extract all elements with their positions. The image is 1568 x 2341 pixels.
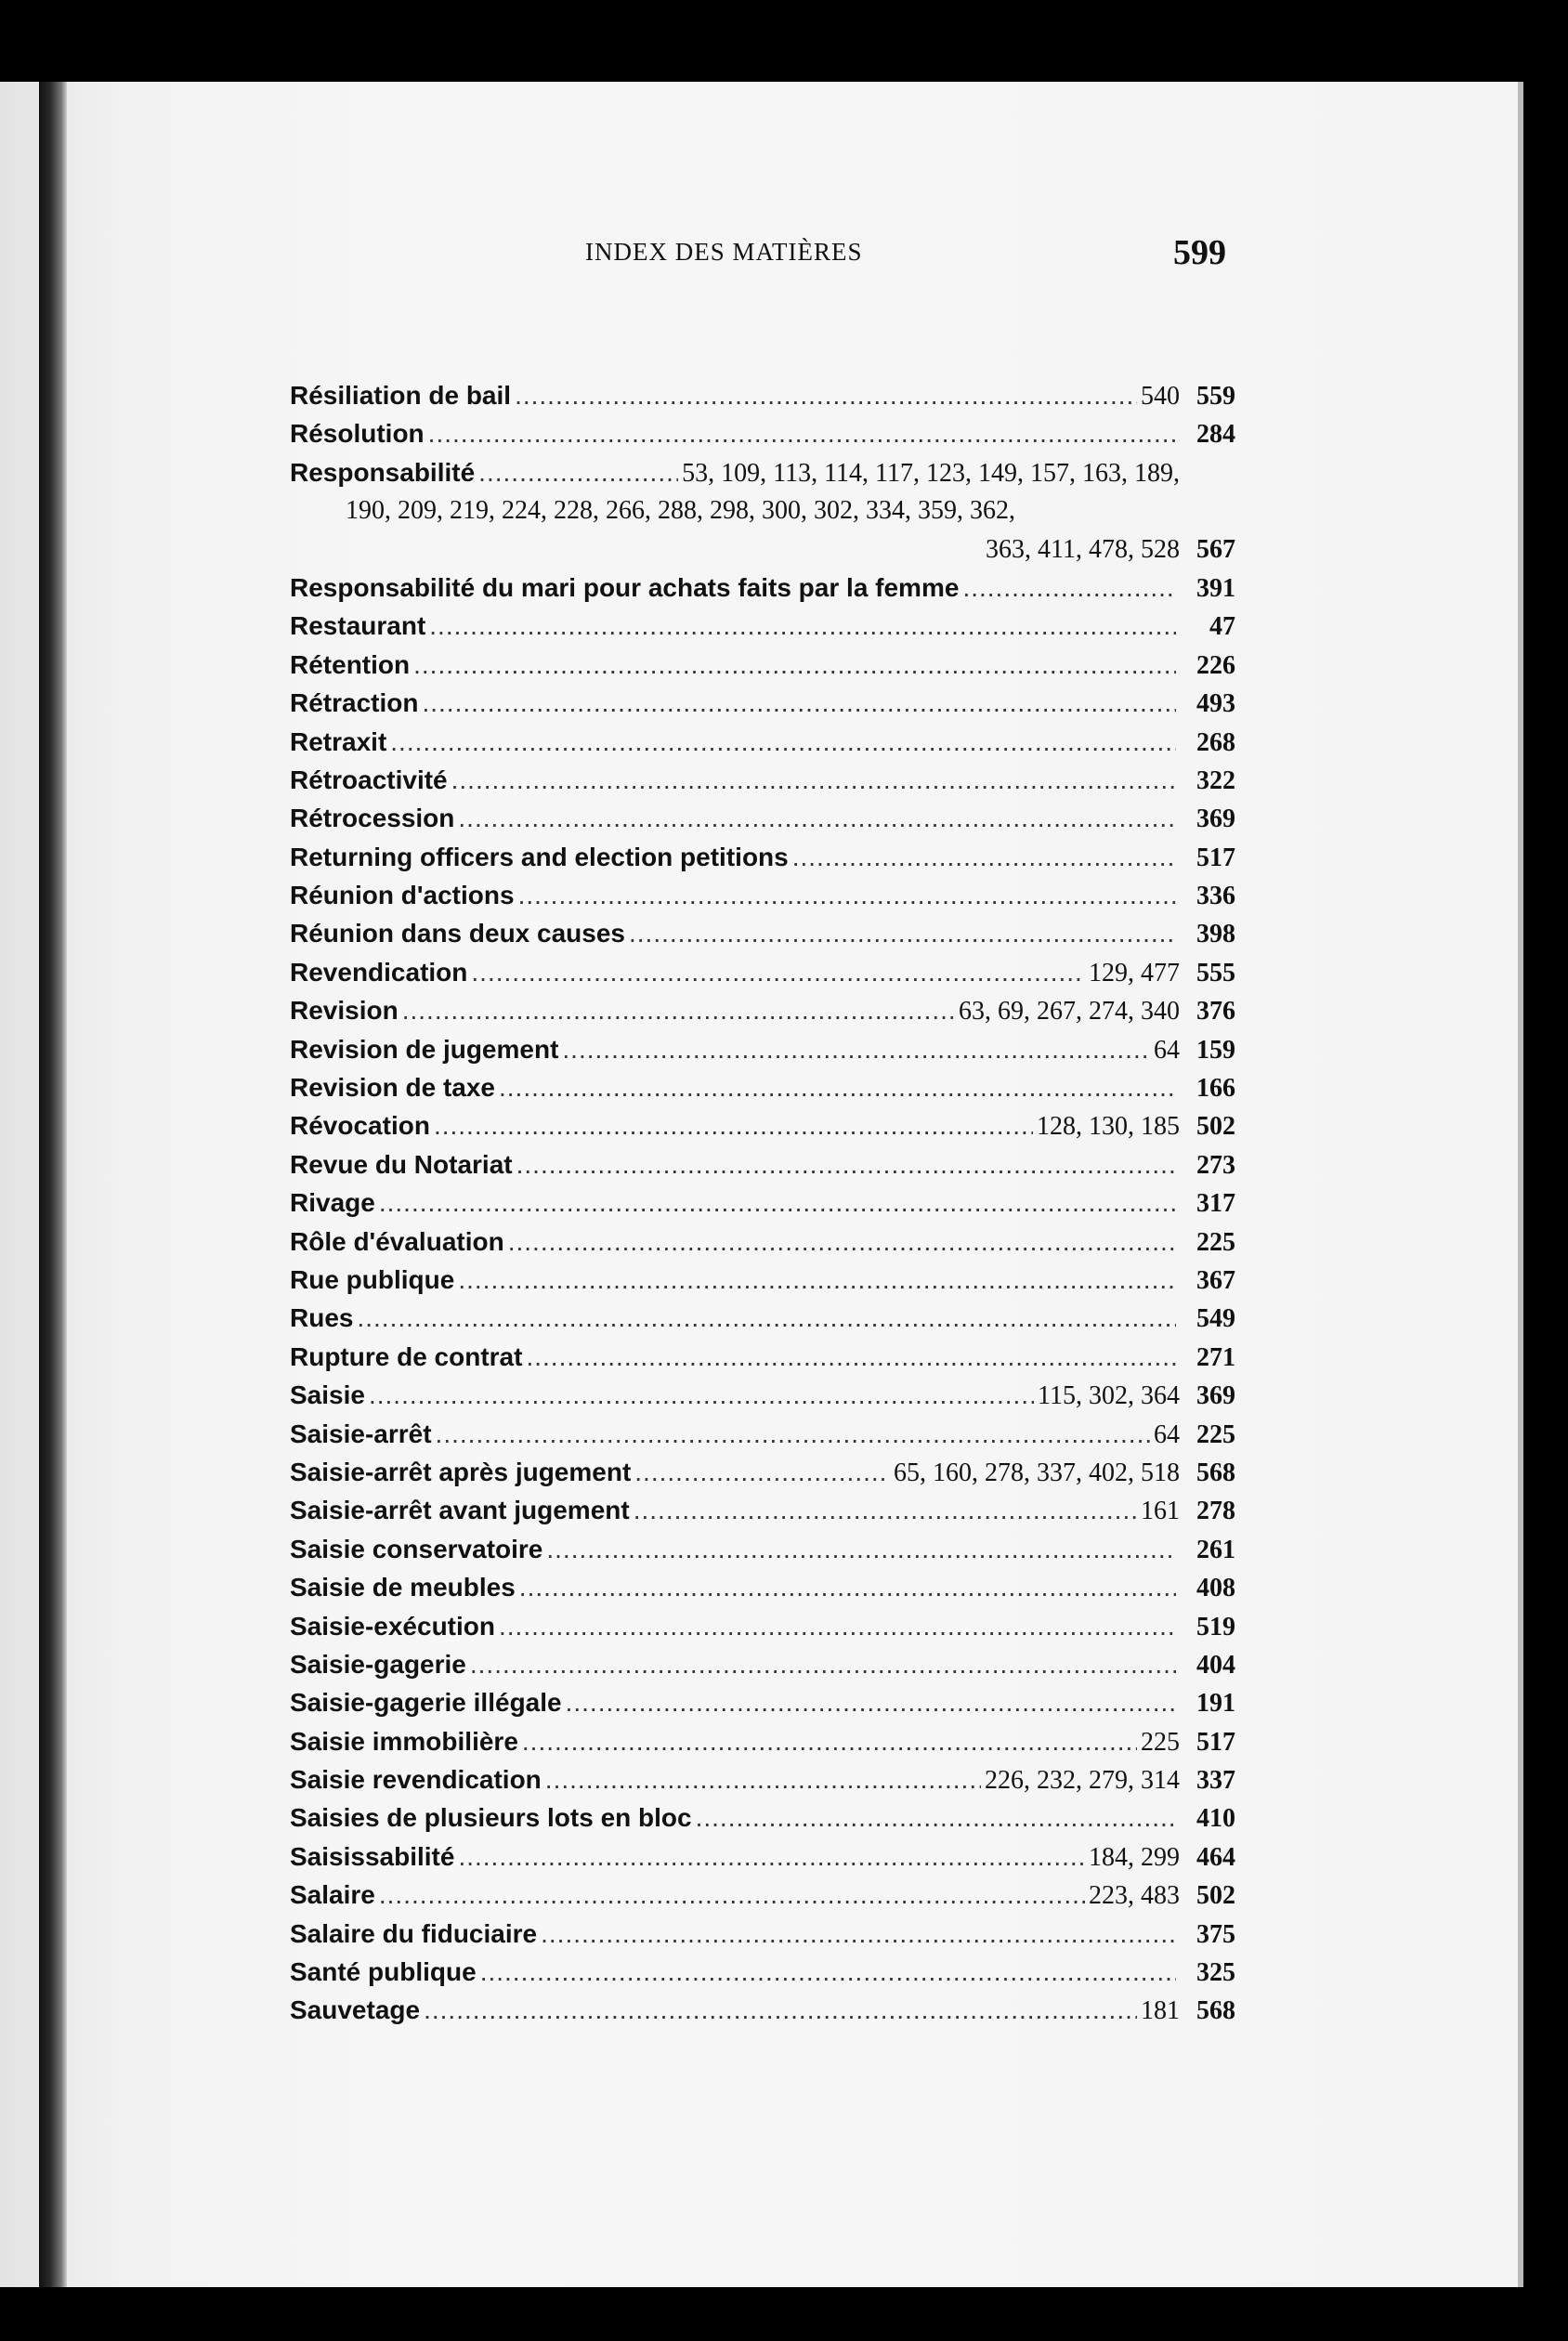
entry-final-page: 568 — [1196, 1996, 1235, 2026]
leader-dots — [428, 419, 1176, 449]
entry-term: Saisie-gagerie illégale — [290, 1688, 562, 1718]
entry-final-page: 502 — [1196, 1112, 1235, 1142]
entry-final-page: 567 — [1196, 534, 1235, 564]
entry-term: Saisie-gagerie — [290, 1649, 466, 1679]
leader-dots — [545, 1765, 981, 1795]
entry-term: Revision — [290, 996, 399, 1026]
entry-final-page: 549 — [1196, 1304, 1235, 1334]
entry-final-page: 517 — [1196, 1727, 1235, 1757]
leader-dots — [515, 381, 1137, 411]
entry-final-page: 337 — [1196, 1766, 1235, 1796]
entry-term: Restaurant — [290, 611, 426, 641]
index-entry — [290, 1919, 1235, 1957]
entry-term: Revision de jugement — [290, 1034, 559, 1064]
index-entry — [290, 458, 1235, 496]
entry-final-page: 322 — [1196, 765, 1235, 795]
entry-final-page: 159 — [1196, 1035, 1235, 1065]
entry-refs: 181 — [1141, 1996, 1180, 2026]
entry-refs: 63, 69, 267, 274, 340 — [959, 997, 1180, 1027]
leader-dots — [516, 1150, 1176, 1180]
leader-dots — [634, 1496, 1137, 1525]
entry-term: Responsabilité du mari pour achats faits par la femme — [290, 572, 960, 602]
entry-final-page: 271 — [1196, 1342, 1235, 1372]
leader-dots — [413, 650, 1176, 680]
entry-final-page: 367 — [1196, 1265, 1235, 1295]
entry-term: Saisie-arrêt avant jugement — [290, 1496, 630, 1525]
entry-final-page: 559 — [1196, 382, 1235, 411]
leader-dots — [402, 996, 955, 1026]
index-entry — [290, 1727, 1235, 1765]
leader-dots — [499, 1073, 1176, 1103]
entry-refs: 64 — [1154, 1035, 1180, 1065]
entry-final-page: 268 — [1196, 727, 1235, 757]
index-entry — [290, 1573, 1235, 1611]
index-entry — [290, 1419, 1235, 1458]
index-entry — [290, 1995, 1235, 2034]
entry-term: Résiliation de bail — [290, 381, 512, 410]
entry-term: Revision de taxe — [290, 1073, 495, 1103]
entry-final-page: 404 — [1196, 1650, 1235, 1680]
index-entry — [290, 650, 1235, 688]
entry-final-page: 464 — [1196, 1842, 1235, 1872]
index-entry — [290, 765, 1235, 804]
entry-term: Saisie — [290, 1380, 365, 1410]
entry-term: Rues — [290, 1303, 354, 1333]
entry-final-page: 191 — [1196, 1689, 1235, 1719]
index-entry — [290, 1842, 1235, 1880]
index-entry — [290, 1803, 1235, 1841]
index-entry — [290, 1227, 1235, 1265]
leader-dots — [422, 688, 1176, 718]
entry-term: Saisie-arrêt après jugement — [290, 1457, 632, 1486]
entry-term: Returning officers and election petitions — [290, 842, 789, 871]
scan-border-top — [0, 0, 1568, 82]
index-entry — [290, 727, 1235, 765]
entry-final-page: 225 — [1196, 1227, 1235, 1257]
entry-refs: 128, 130, 185 — [1037, 1112, 1180, 1142]
leader-dots — [424, 1995, 1137, 2025]
index-entry — [290, 1150, 1235, 1188]
leader-dots — [470, 1650, 1176, 1680]
entry-term: Rupture de contrat — [290, 1341, 523, 1371]
entry-term: Rétention — [290, 649, 411, 679]
entry-term: Réunion d'actions — [290, 881, 515, 910]
leader-dots — [541, 1919, 1176, 1949]
page-number: 599 — [1173, 233, 1226, 272]
leader-dots — [696, 1803, 1176, 1833]
entry-refs: 115, 302, 364 — [1038, 1381, 1180, 1411]
entry-final-page: 325 — [1196, 1958, 1235, 1988]
leader-dots — [629, 919, 1176, 948]
leader-dots — [379, 1880, 1085, 1910]
entry-final-page: 375 — [1196, 1919, 1235, 1949]
entry-final-page: 398 — [1196, 920, 1235, 949]
entry-final-page: 519 — [1196, 1612, 1235, 1641]
entry-refs: 161 — [1141, 1497, 1180, 1526]
leader-dots — [369, 1380, 1034, 1410]
entry-final-page: 261 — [1196, 1535, 1235, 1564]
leader-dots — [519, 1573, 1176, 1602]
entry-refs: 184, 299 — [1089, 1842, 1180, 1872]
entry-final-page: 391 — [1196, 573, 1235, 603]
entry-term: Saisies de plusieurs lots en bloc — [290, 1803, 692, 1833]
index-entry — [290, 1342, 1235, 1380]
entry-term: Saisie de meubles — [290, 1573, 516, 1602]
index-entry — [290, 919, 1235, 957]
entry-refs: 64 — [1154, 1419, 1180, 1449]
entry-term: Salaire — [290, 1880, 375, 1910]
entry-refs: 190, 209, 219, 224, 228, 266, 288, 298, 300, 302, 334, 359, 362, — [346, 496, 1015, 526]
leader-dots — [478, 458, 678, 488]
index-entry — [290, 1265, 1235, 1303]
index-entry — [290, 535, 1235, 573]
entry-final-page: 278 — [1196, 1497, 1235, 1526]
entry-term: Rétroactivité — [290, 765, 448, 794]
entry-term: Saisie-exécution — [290, 1611, 495, 1641]
index-entry — [290, 1535, 1235, 1573]
leader-dots — [508, 1227, 1176, 1257]
leader-dots — [436, 1419, 1150, 1449]
index-entry — [290, 1650, 1235, 1688]
index-entry — [290, 419, 1235, 457]
index-entry — [290, 1458, 1235, 1496]
index-entry — [290, 1688, 1235, 1726]
index-entry — [290, 611, 1235, 649]
entry-final-page: 376 — [1196, 997, 1235, 1027]
leader-dots — [429, 611, 1176, 641]
index-entry — [290, 573, 1235, 611]
entry-final-page: 369 — [1196, 804, 1235, 834]
index-entry — [290, 843, 1235, 881]
entry-term: Réunion dans deux causes — [290, 919, 625, 948]
entry-final-page: 47 — [1209, 612, 1235, 642]
entry-refs: 65, 160, 278, 337, 402, 518 — [894, 1458, 1180, 1487]
index-entry — [290, 881, 1235, 919]
index-entry — [290, 1073, 1235, 1111]
index-entry — [290, 1612, 1235, 1650]
entry-term: Retraxit — [290, 726, 387, 756]
index-entry — [290, 1303, 1235, 1341]
index-entry — [290, 1188, 1235, 1226]
entry-term: Rôle d'évaluation — [290, 1226, 504, 1256]
running-title: INDEX DES MATIÈRES — [585, 238, 863, 266]
entry-term: Rivage — [290, 1188, 375, 1218]
entry-final-page: 273 — [1196, 1150, 1235, 1180]
entry-term: Révocation — [290, 1111, 430, 1141]
leader-dots — [434, 1111, 1033, 1141]
entry-term: Saisie-arrêt — [290, 1419, 432, 1448]
index-entry — [290, 688, 1235, 726]
index-entry — [290, 804, 1235, 842]
entry-final-page: 336 — [1196, 882, 1235, 911]
entry-final-page: 225 — [1196, 1419, 1235, 1449]
entry-term: Sauvetage — [290, 1995, 421, 2025]
page-edge — [1518, 82, 1523, 2287]
entry-term: Résolution — [290, 419, 425, 449]
entry-term: Saisissabilité — [290, 1841, 455, 1871]
entry-refs: 225 — [1141, 1727, 1180, 1757]
entry-term: Saisie revendication — [290, 1765, 542, 1795]
entry-final-page: 226 — [1196, 650, 1235, 680]
index-entry — [290, 381, 1235, 419]
entry-final-page: 502 — [1196, 1881, 1235, 1911]
index-entry — [290, 1496, 1235, 1534]
leader-dots — [518, 881, 1176, 910]
entry-final-page: 517 — [1196, 843, 1235, 872]
index-entry — [290, 496, 1235, 534]
index-entry — [290, 1880, 1235, 1918]
page-gutter-shadow — [39, 82, 67, 2287]
leader-dots — [480, 1957, 1176, 1987]
leader-dots — [499, 1612, 1176, 1641]
entry-term: Santé publique — [290, 1957, 477, 1987]
index-entry — [290, 1035, 1235, 1073]
entry-term: Revendication — [290, 957, 468, 987]
leader-dots — [379, 1188, 1176, 1218]
entry-refs: 363, 411, 478, 528 — [986, 534, 1180, 564]
entry-final-page: 166 — [1196, 1074, 1235, 1104]
leader-dots — [526, 1342, 1176, 1372]
leader-dots — [792, 843, 1176, 872]
leader-dots — [357, 1303, 1176, 1333]
entry-final-page: 284 — [1196, 420, 1235, 450]
entry-final-page: 493 — [1196, 689, 1235, 719]
index-entry — [290, 1765, 1235, 1803]
entry-refs: 53, 109, 113, 114, 117, 123, 149, 157, 163, 189, — [682, 458, 1180, 488]
page-header — [585, 232, 1226, 279]
leader-dots — [566, 1688, 1176, 1718]
entry-refs: 226, 232, 279, 314 — [985, 1766, 1180, 1796]
leader-dots — [458, 1842, 1085, 1872]
leader-dots — [962, 573, 1176, 603]
entry-refs: 540 — [1141, 382, 1180, 411]
scan-border-bottom — [0, 2287, 1568, 2341]
leader-dots — [546, 1535, 1176, 1564]
index-list — [290, 381, 1235, 2034]
leader-dots — [562, 1035, 1150, 1065]
leader-dots — [458, 804, 1176, 833]
index-entry — [290, 996, 1235, 1034]
index-entry — [290, 1111, 1235, 1149]
entry-term: Salaire du fiduciaire — [290, 1918, 538, 1948]
leader-dots — [458, 1265, 1176, 1295]
index-entry — [290, 1380, 1235, 1419]
leader-dots — [471, 958, 1085, 987]
entry-final-page: 408 — [1196, 1574, 1235, 1603]
entry-final-page: 410 — [1196, 1804, 1235, 1834]
entry-term: Saisie conservatoire — [290, 1534, 543, 1563]
entry-term: Rétrocession — [290, 804, 455, 833]
entry-final-page: 369 — [1196, 1381, 1235, 1411]
entry-refs: 223, 483 — [1089, 1881, 1180, 1911]
leader-dots — [522, 1727, 1137, 1757]
entry-term: Saisie immobilière — [290, 1726, 518, 1756]
index-entry — [290, 1957, 1235, 1995]
entry-final-page: 317 — [1196, 1189, 1235, 1219]
entry-refs: 129, 477 — [1089, 958, 1180, 987]
index-entry — [290, 958, 1235, 996]
leader-dots — [634, 1458, 890, 1487]
entry-final-page: 568 — [1196, 1458, 1235, 1487]
entry-term: Rue publique — [290, 1264, 455, 1294]
entry-term: Rétraction — [290, 688, 419, 718]
entry-term: Revue du Notariat — [290, 1149, 513, 1179]
leader-dots — [390, 727, 1176, 757]
leader-dots — [451, 765, 1176, 795]
entry-term: Responsabilité — [290, 457, 476, 487]
entry-final-page: 555 — [1196, 958, 1235, 987]
